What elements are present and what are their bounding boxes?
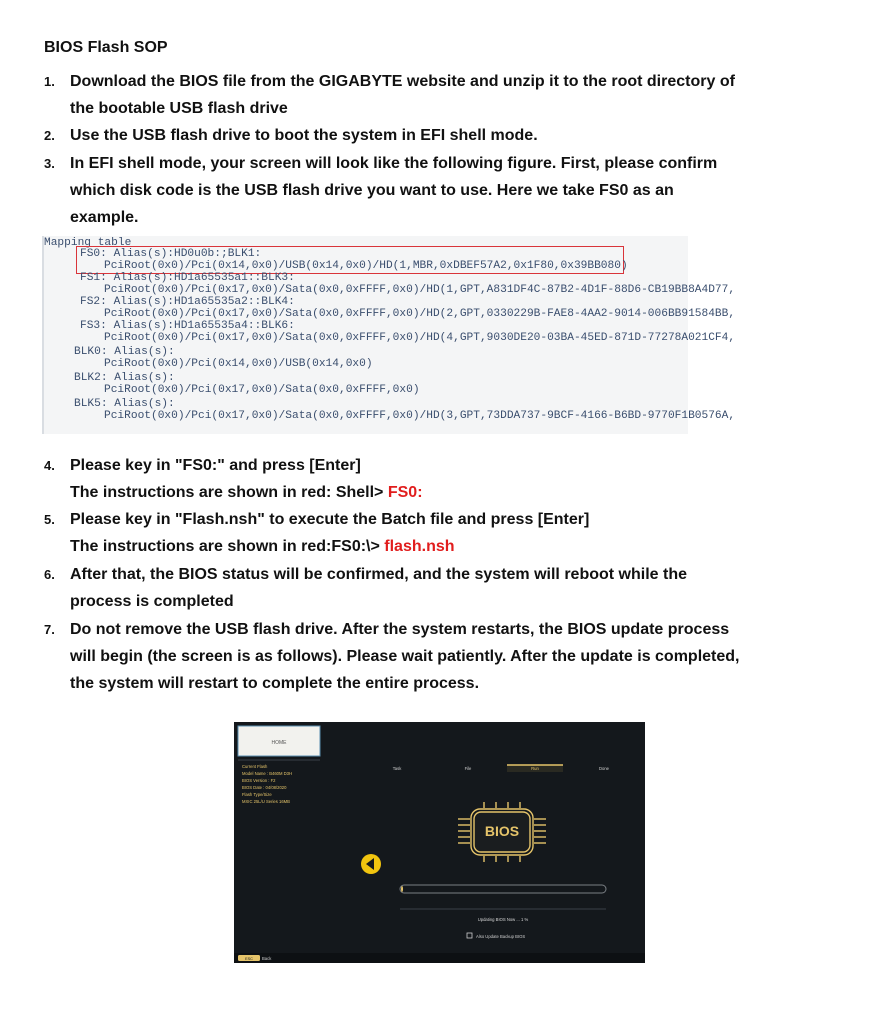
mapping-table-header: Mapping table bbox=[44, 237, 132, 249]
step-number: 7. bbox=[44, 622, 55, 637]
step-text: Use the USB flash drive to boot the system in EFI shell mode. bbox=[70, 127, 538, 144]
mapping-line: PciRoot(0x0)/Pci(0x17,0x0)/Sata(0x0,0xFFFF,0x0)/HD(3,GPT,73DDA737-9BCF-4166-B6BD-9770F1B0576A, bbox=[104, 410, 736, 422]
info-line: MXIC 25L/U Series 16MB bbox=[242, 799, 290, 804]
step-text: which disk code is the USB flash drive you want to use. Here we take FS0 as an bbox=[70, 182, 674, 199]
command-text: flash.nsh bbox=[384, 538, 455, 555]
step-number: 3. bbox=[44, 156, 55, 171]
step-text: Do not remove the USB flash drive. After the system restarts, the BIOS update process bbox=[70, 621, 730, 638]
progress-bar-fill bbox=[401, 886, 403, 892]
step-instruction bbox=[70, 479, 840, 506]
mapping-line: PciRoot(0x0)/Pci(0x17,0x0)/Sata(0x0,0xFFFF,0x0)/HD(4,GPT,9030DE20-03BA-45ED-871D-77278A021CF4, bbox=[104, 332, 736, 344]
mapping-line: PciRoot(0x0)/Pci(0x17,0x0)/Sata(0x0,0xFFFF,0x0) bbox=[104, 384, 420, 396]
status-text: Updating BIOS Now ... 1 % bbox=[477, 917, 529, 922]
mapping-line: PciRoot(0x0)/Pci(0x17,0x0)/Sata(0x0,0xFFFF,0x0)/HD(2,GPT,0330229B-FAE8-4AA2-9014-006BB91584BB, bbox=[104, 308, 736, 320]
step-instruction bbox=[70, 533, 840, 560]
chip-label: BIOS bbox=[484, 823, 520, 839]
page-title: BIOS Flash SOP bbox=[44, 39, 168, 56]
step-number: 4. bbox=[44, 458, 55, 473]
info-line: BIOS Version : F2 bbox=[242, 778, 276, 783]
info-line: Flash Type/Size bbox=[242, 792, 272, 797]
step-number: 6. bbox=[44, 567, 55, 582]
efi-shell-screenshot bbox=[42, 236, 736, 434]
step-text: example. bbox=[70, 209, 139, 226]
tab-file: File bbox=[464, 766, 472, 771]
bios-update-screenshot bbox=[234, 722, 645, 963]
backup-bios-label: Also Update Backup BIOS bbox=[476, 934, 526, 939]
back-arrow-icon[interactable] bbox=[361, 854, 381, 874]
step-text: Please key in "FS0:" and press [Enter] bbox=[70, 457, 361, 474]
mapping-line: FS1: Alias(s):HD1a65535a1::BLK3: bbox=[80, 272, 295, 284]
command-text: FS0: bbox=[387, 484, 423, 501]
step-text: the bootable USB flash drive bbox=[70, 100, 288, 117]
info-line: BIOS Date : 04/08/2020 bbox=[242, 785, 287, 790]
step-text: Please key in "Flash.nsh" to execute the Batch file and press [Enter] bbox=[70, 511, 590, 528]
mapping-line: FS0: Alias(s):HD0u0b:;BLK1: bbox=[80, 248, 262, 260]
tab-task: Task bbox=[392, 766, 402, 771]
step-text: In EFI shell mode, your screen will look like the following figure. First, please confirm bbox=[70, 155, 718, 172]
mapping-line: BLK5: Alias(s): bbox=[74, 398, 175, 410]
instruction-prefix: The instructions are shown in red: Shell> bbox=[70, 484, 388, 501]
step-number: 2. bbox=[44, 128, 55, 143]
step-text: Download the BIOS file from the GIGABYTE website and unzip it to the root directory of bbox=[70, 73, 735, 90]
step-number: 5. bbox=[44, 512, 55, 527]
info-line: Current Flash bbox=[242, 764, 268, 769]
mapping-line: PciRoot(0x0)/Pci(0x14,0x0)/USB(0x14,0x0) bbox=[104, 358, 373, 370]
step-text: the system will restart to complete the entire process. bbox=[70, 675, 480, 692]
tab-run: Run bbox=[531, 766, 539, 771]
mapping-line: FS3: Alias(s):HD1a65535a4::BLK6: bbox=[80, 320, 295, 332]
step-text: will begin (the screen is as follows). Please wait patiently. After the update is completed, bbox=[70, 648, 740, 665]
tab-done: Done bbox=[598, 766, 610, 771]
esc-key-label: ESC bbox=[245, 956, 253, 961]
home-label: HOME bbox=[271, 740, 287, 746]
step-number: 1. bbox=[44, 74, 55, 89]
instruction-prefix: The instructions are shown in red:FS0:\> bbox=[70, 538, 385, 555]
bios-screen-graphic bbox=[234, 722, 645, 963]
mapping-line: PciRoot(0x0)/Pci(0x17,0x0)/Sata(0x0,0xFFFF,0x0)/HD(1,GPT,A831DF4C-87B2-4D1F-88D6-CB19BB8A4D77, bbox=[104, 284, 736, 296]
info-line: Model Name : B460M D3H bbox=[242, 771, 293, 776]
mapping-line: FS2: Alias(s):HD1a65535a2::BLK4: bbox=[80, 296, 295, 308]
mapping-line: BLK2: Alias(s): bbox=[74, 372, 175, 384]
mapping-line: BLK0: Alias(s): bbox=[74, 346, 175, 358]
step-text: After that, the BIOS status will be confirmed, and the system will reboot while the bbox=[70, 566, 687, 583]
back-label: Back bbox=[262, 956, 272, 961]
mapping-line: PciRoot(0x0)/Pci(0x14,0x0)/USB(0x14,0x0)/HD(1,MBR,0xDBEF57A2,0x1F80,0x39BB080) bbox=[104, 260, 628, 272]
step-text: process is completed bbox=[70, 593, 234, 610]
